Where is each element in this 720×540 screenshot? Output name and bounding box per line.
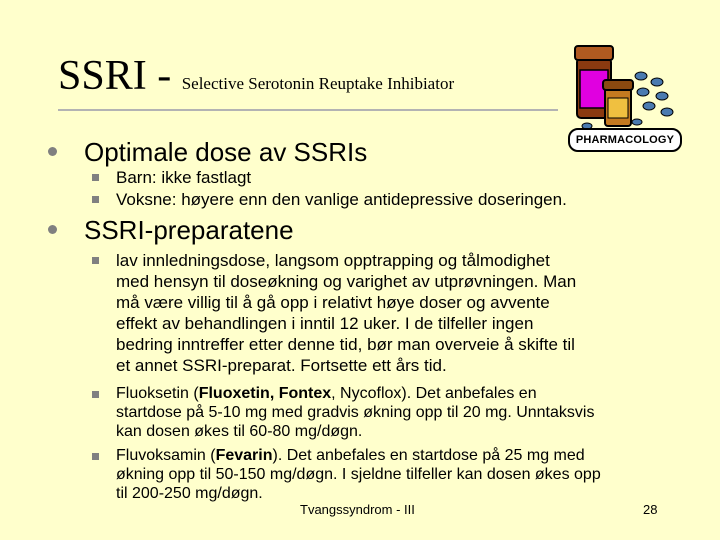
section2-item1-line: lav innledningsdose, langsom opptrapping og tålmodighet <box>116 251 550 270</box>
bullet-square-icon <box>92 453 99 460</box>
slide-title <box>58 52 454 100</box>
section2-heading: SSRI-preparatene <box>84 215 294 245</box>
bullet-square-icon <box>92 196 99 203</box>
list-item <box>116 384 594 441</box>
item3-lead: Fluvoksamin ( <box>116 447 216 464</box>
section1-item-1: Barn: ikke fastlagt <box>116 168 252 187</box>
list-item <box>116 189 567 210</box>
section1-item-2: Voksne: høyere enn den vanlige antidepressive doseringen. <box>116 190 567 209</box>
item3-line3: til 200-250 mg/døgn. <box>116 485 263 502</box>
item3-line2: økning opp til 50-150 mg/døgn. I sjeldne tilfeller kan dosen økes opp <box>116 466 601 483</box>
item2-lead: Fluoksetin ( <box>116 385 199 402</box>
bullet-square-icon <box>92 391 99 398</box>
section2-heading-item <box>84 215 294 245</box>
section1-heading: Optimale dose av SSRIs <box>84 137 368 167</box>
footer-text: Tvangssyndrom - III <box>300 502 415 517</box>
list-item <box>116 250 576 376</box>
title-divider <box>58 109 558 111</box>
item2-line2: startdose på 5-10 mg med gradvis økning opp til 20 mg. Unntaksvis <box>116 404 595 421</box>
section2-item1-line: bedring inntreffer etter denne tid, bør man overveie å skifte til <box>116 335 575 354</box>
slide-title-subtitle: Selective Serotonin Reuptake Inhibiator <box>181 74 455 93</box>
item3-bold: Fevarin <box>215 447 273 464</box>
section2-item1-line: med hensyn til doseøkning og varighet av utprøvningen. Man <box>116 272 577 291</box>
item2-bold: Fluoxetin, Fontex <box>198 385 332 402</box>
bullet-square-icon <box>92 257 99 264</box>
item3-rest: ). Det anbefales en startdose på 25 mg med <box>272 447 585 464</box>
section1-heading-item <box>84 137 367 167</box>
list-item <box>116 446 601 503</box>
section2-item1-line: må være villig til å gå opp i relativt høye doser og avvente <box>116 293 550 312</box>
item2-rest: , Nycoflox). Det anbefales en <box>331 385 537 402</box>
pharmacology-label: PHARMACOLOGY <box>568 128 682 152</box>
page-number: 28 <box>643 502 658 517</box>
list-item <box>116 167 251 188</box>
bullet-circle-icon <box>48 225 57 234</box>
item2-line3: kan dosen økes til 60-80 mg/døgn. <box>116 423 363 440</box>
bullet-circle-icon <box>48 147 57 156</box>
section2-item1-line: effekt av behandlingen i inntil 12 uker. I de tilfeller ingen <box>116 314 534 333</box>
slide-title-main: SSRI - <box>58 53 182 99</box>
bullet-square-icon <box>92 174 99 181</box>
section2-item1-line: et annet SSRI-preparat. Fortsette ett års tid. <box>116 356 447 375</box>
